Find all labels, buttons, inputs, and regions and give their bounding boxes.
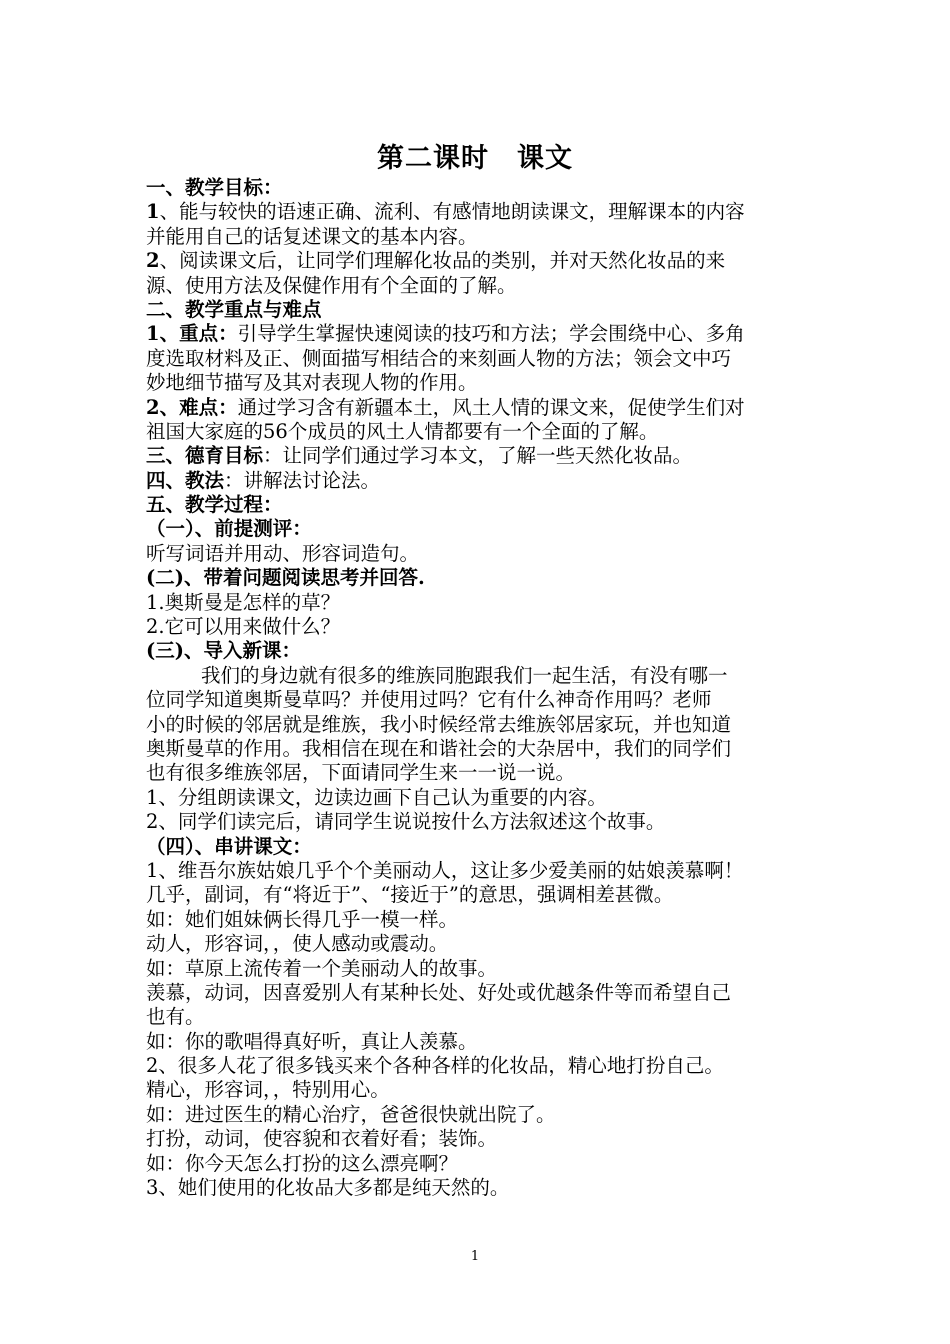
- text-line: [146, 957, 810, 981]
- text-line: [146, 1127, 810, 1151]
- line-text: 源、使用方法及保健作用有个全面的了解。: [146, 273, 517, 297]
- bold-label: 1: [146, 200, 160, 224]
- text-line: [146, 1054, 810, 1078]
- line-text: 小的时候的邻居就是维族，我小时候经常去维族邻居家玩，并也知道: [146, 712, 732, 736]
- page-number: 1: [470, 1249, 480, 1264]
- text-line: [146, 274, 810, 298]
- line-text: 3、她们使用的化妆品大多都是纯天然的。: [146, 1176, 510, 1200]
- line-text: 动人，形容词，，使人感动或震动。: [146, 932, 449, 956]
- text-line: [146, 859, 810, 883]
- bold-label: 五、教学过程：: [146, 493, 283, 517]
- line-text: 羡慕，动词，因喜爱别人有某种长处、好处或优越条件等而希望自己: [146, 980, 732, 1004]
- line-text: 、阅读课文后，让同学们理解化妆品的类别，并对天然化妆品的来: [159, 249, 726, 273]
- bold-label: （四）、串讲课文：: [146, 834, 312, 858]
- line-text: 2.它可以用来做什么？: [146, 615, 341, 639]
- line-text: 如：草原上流传着一个美丽动人的故事。: [146, 956, 498, 980]
- text-line: [146, 713, 810, 737]
- line-text: 祖国大家庭的56个成员的风土人情都要有一个全面的了解。: [146, 419, 659, 443]
- line-text: 2、很多人花了很多钱买来个各种各样的化妆品，精心地打扮自己。: [146, 1054, 724, 1078]
- text-line: [146, 1030, 810, 1054]
- line-text: 如：她们姐妹俩长得几乎一模一样。: [146, 907, 459, 931]
- line-text: 奥斯曼草的作用。我相信在现在和谐社会的大杂居中，我们的同学们: [146, 736, 732, 760]
- text-line: [146, 542, 810, 566]
- text-line: [146, 615, 810, 639]
- text-line: [146, 761, 810, 785]
- line-text: 、能与较快的语速正确、流利、有感情地朗读课文，理解课本的内容: [159, 200, 745, 224]
- text-line: [146, 1005, 810, 1029]
- text-line: [146, 1152, 810, 1176]
- line-text: 引导学生掌握快速阅读的技巧和方法；学会围绕中心、多角: [237, 322, 745, 346]
- text-line: [146, 883, 810, 907]
- text-line: [146, 298, 810, 322]
- text-line: [146, 591, 810, 615]
- line-text: ：讲解法讨论法。: [224, 468, 381, 492]
- line-text: 我们的身边就有很多的维族同胞跟我们一起生活，有没有哪一: [201, 663, 728, 687]
- text-line: [146, 371, 810, 395]
- text-line: [146, 639, 810, 663]
- line-text: 2、同学们读完后，请同学生说说按什么方法叙述这个故事。: [146, 810, 666, 834]
- bold-label: 一、教学目标：: [146, 176, 283, 199]
- text-line: [146, 347, 810, 371]
- line-text: 打扮，动词，使容貌和衣着好看；装饰。: [146, 1127, 498, 1151]
- line-text: 也有很多维族邻居，下面请同学生来一一说一说。: [146, 761, 576, 785]
- text-line: [146, 249, 810, 273]
- bold-label: 2、难点：: [146, 395, 238, 419]
- line-text: 如：你今天怎么打扮的这么漂亮啊？: [146, 1151, 459, 1175]
- line-text: 度选取材料及正、侧面描写相结合的来刻画人物的方法；领会文中巧: [146, 346, 732, 370]
- document-body: [146, 176, 810, 1200]
- text-line: [146, 225, 810, 249]
- text-line: [146, 981, 810, 1005]
- bold-label: 2: [146, 249, 160, 273]
- text-line: [146, 566, 810, 590]
- text-line: [146, 517, 810, 541]
- text-line: [146, 1176, 810, 1200]
- text-line: [146, 444, 810, 468]
- line-text: ：让同学们通过学习本文，了解一些天然化妆品。: [263, 444, 693, 468]
- text-line: [146, 1103, 810, 1127]
- bold-label: (二)、带着问题阅读思考并回答.: [146, 566, 425, 590]
- line-text: 精心，形容词，，特别用心。: [146, 1078, 390, 1102]
- line-text: 如：你的歌唱得真好听，真让人羡慕。: [146, 1029, 478, 1053]
- bold-label: 三、德育目标: [146, 444, 264, 468]
- bold-label: (三)、导入新课：: [146, 639, 301, 663]
- line-text: 1、分组朗读课文，边读边画下自己认为重要的内容。: [146, 785, 607, 809]
- line-text: 通过学习含有新疆本土，风土人情的课文来，促使学生们对: [237, 395, 745, 419]
- bold-label: 二、教学重点与难点: [146, 297, 322, 321]
- text-line: [146, 176, 810, 200]
- text-line: [146, 786, 810, 810]
- bold-label: （一）、前提测评：: [146, 517, 312, 541]
- bold-label: 1、重点：: [146, 322, 238, 346]
- line-text: 1.奥斯曼是怎样的草？: [146, 590, 341, 614]
- line-text: 并能用自己的话复述课文的基本内容。: [146, 224, 478, 248]
- text-line: [146, 835, 810, 859]
- line-text: 如：进过医生的精心治疗，爸爸很快就出院了。: [146, 1102, 556, 1126]
- line-text: 1、维吾尔族姑娘几乎个个美丽动人，这让多少爱美丽的姑娘羡慕啊！: [146, 858, 744, 882]
- text-line: [146, 1078, 810, 1102]
- line-text: 妙地细节描写及其对表现人物的作用。: [146, 371, 478, 395]
- text-line: [146, 396, 810, 420]
- text-line: [146, 737, 810, 761]
- text-line: [146, 469, 810, 493]
- text-line: [146, 420, 810, 444]
- text-line: [146, 200, 810, 224]
- text-line: [146, 493, 810, 517]
- line-text: 听写词语并用动、形容词造句。: [146, 541, 420, 565]
- text-line: [146, 908, 810, 932]
- text-line: [146, 322, 810, 346]
- line-text: 也有。: [146, 1005, 205, 1029]
- bold-label: 四、教法: [146, 468, 225, 492]
- line-text: 位同学知道奥斯曼草吗？并使用过吗？它有什么神奇作用吗？老师: [146, 688, 712, 712]
- line-text: 几乎，副词，有“将近于”、“接近于”的意思，强调相差甚微。: [146, 883, 674, 907]
- text-line: [146, 664, 810, 688]
- document-title: 第二课时 课文: [377, 143, 573, 174]
- text-line: [146, 932, 810, 956]
- text-line: [146, 688, 810, 712]
- text-line: [146, 810, 810, 834]
